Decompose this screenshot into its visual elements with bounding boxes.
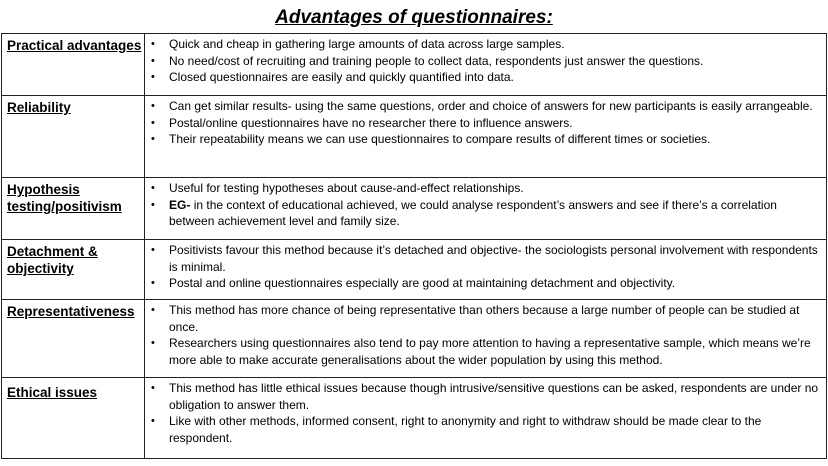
list-item-text: No need/cost of recruiting and training people to collect data, respondents just answer the questions. — [169, 53, 704, 68]
bullet-icon: • — [151, 382, 155, 394]
list-item-text: This method has little ethical issues because though intrusive/sensitive questions can be asked, respondents are under no obligation to answer them. — [169, 381, 819, 412]
row-content-cell — [145, 96, 827, 178]
list-item-text: Can get similar results- using the same questions, order and choice of answers for new participants is easily arrangeable. — [169, 99, 813, 113]
list-item-text: Researchers using questionnaires also tend to pay more attention to having a representative sample, which means we’re more able to make accurate generalisations about the wider population by using this method. — [169, 336, 811, 367]
table-row-hypothesis — [2, 178, 827, 240]
bullet-icon: • — [151, 337, 155, 349]
bullet-list — [145, 36, 820, 86]
row-content-cell — [145, 34, 827, 96]
advantages-table — [1, 33, 827, 459]
bullet-icon: • — [151, 54, 155, 67]
row-heading-cell — [2, 240, 145, 300]
list-item — [145, 242, 820, 275]
table-row-detachment — [2, 240, 827, 300]
list-item — [145, 380, 820, 413]
list-item-text: Closed questionnaires are easily and quickly quantified into data. — [169, 70, 514, 84]
bullet-icon: • — [151, 415, 155, 427]
list-item-text: Postal and online questionnaires especially are good at maintaining detachment and objectivity. — [169, 276, 676, 290]
list-item-text: Quick and cheap in gathering large amounts of data across large samples. — [169, 37, 565, 51]
row-heading: Practical advantages — [7, 38, 142, 53]
row-heading-cell — [2, 378, 145, 459]
list-item — [145, 115, 820, 132]
row-content-cell — [145, 378, 827, 459]
bullet-icon: • — [151, 133, 155, 145]
bullet-icon: • — [151, 116, 155, 129]
row-heading: Ethical issues — [7, 385, 98, 400]
table-row-ethical — [2, 378, 827, 459]
example-prefix: EG- — [169, 197, 191, 212]
list-item — [145, 302, 820, 335]
list-item — [145, 36, 820, 53]
list-item-text: Positivists favour this method because it’s detached and objective- the sociologists personal involvement with respondents is minimal. — [169, 243, 818, 274]
row-heading: Reliability — [7, 100, 71, 115]
list-item-text: Like with other methods, informed consent, right to anonymity and right to withdraw should be made clear to the respondent. — [169, 414, 762, 445]
row-heading-cell — [2, 34, 145, 96]
row-heading-cell — [2, 96, 145, 178]
row-heading: Representativeness — [7, 304, 135, 319]
table-row-practical — [2, 34, 827, 96]
bullet-list — [145, 242, 820, 292]
list-item — [145, 98, 820, 115]
bullet-list — [145, 98, 820, 148]
list-item-text: Useful for testing hypotheses about cause-and-effect relationships. — [169, 181, 524, 195]
row-heading-cell — [2, 300, 145, 378]
table-row-reliability — [2, 96, 827, 178]
bullet-list — [145, 180, 820, 230]
bullet-icon: • — [151, 38, 155, 50]
row-heading: Hypothesis testing/positivism — [7, 182, 122, 214]
table-row-representativeness — [2, 300, 827, 378]
bullet-icon: • — [151, 198, 155, 211]
list-item — [145, 53, 820, 70]
bullet-icon: • — [151, 277, 155, 289]
row-content-cell — [145, 240, 827, 300]
list-item — [145, 69, 820, 86]
list-item-text: Postal/online questionnaires have no researcher there to influence answers. — [169, 115, 573, 130]
list-item — [145, 275, 820, 292]
bullet-icon: • — [151, 304, 155, 316]
row-heading: Detachment & objectivity — [7, 244, 98, 276]
bullet-list — [145, 302, 820, 368]
list-item-text: This method has more chance of being representative than others because a large number of people can be studied at once. — [169, 303, 800, 334]
list-item-text: in the context of educational achieved, we could analyse respondent’s answers and see if there’s a correlation between achievement level and family size. — [169, 197, 777, 228]
list-item — [145, 180, 820, 197]
row-content-cell — [145, 178, 827, 240]
list-item — [145, 335, 820, 368]
bullet-icon: • — [151, 182, 155, 194]
row-content-cell — [145, 300, 827, 378]
bullet-icon: • — [151, 71, 155, 83]
bullet-icon: • — [151, 100, 155, 112]
page-title: Advantages of questionnaires: — [275, 7, 553, 28]
bullet-icon: • — [151, 244, 155, 256]
bullet-list — [145, 380, 820, 446]
list-item — [145, 413, 820, 446]
list-item — [145, 131, 820, 148]
row-heading-cell — [2, 178, 145, 240]
list-item-text: Their repeatability means we can use questionnaires to compare results of different times or societies. — [169, 132, 711, 146]
list-item — [145, 197, 820, 230]
